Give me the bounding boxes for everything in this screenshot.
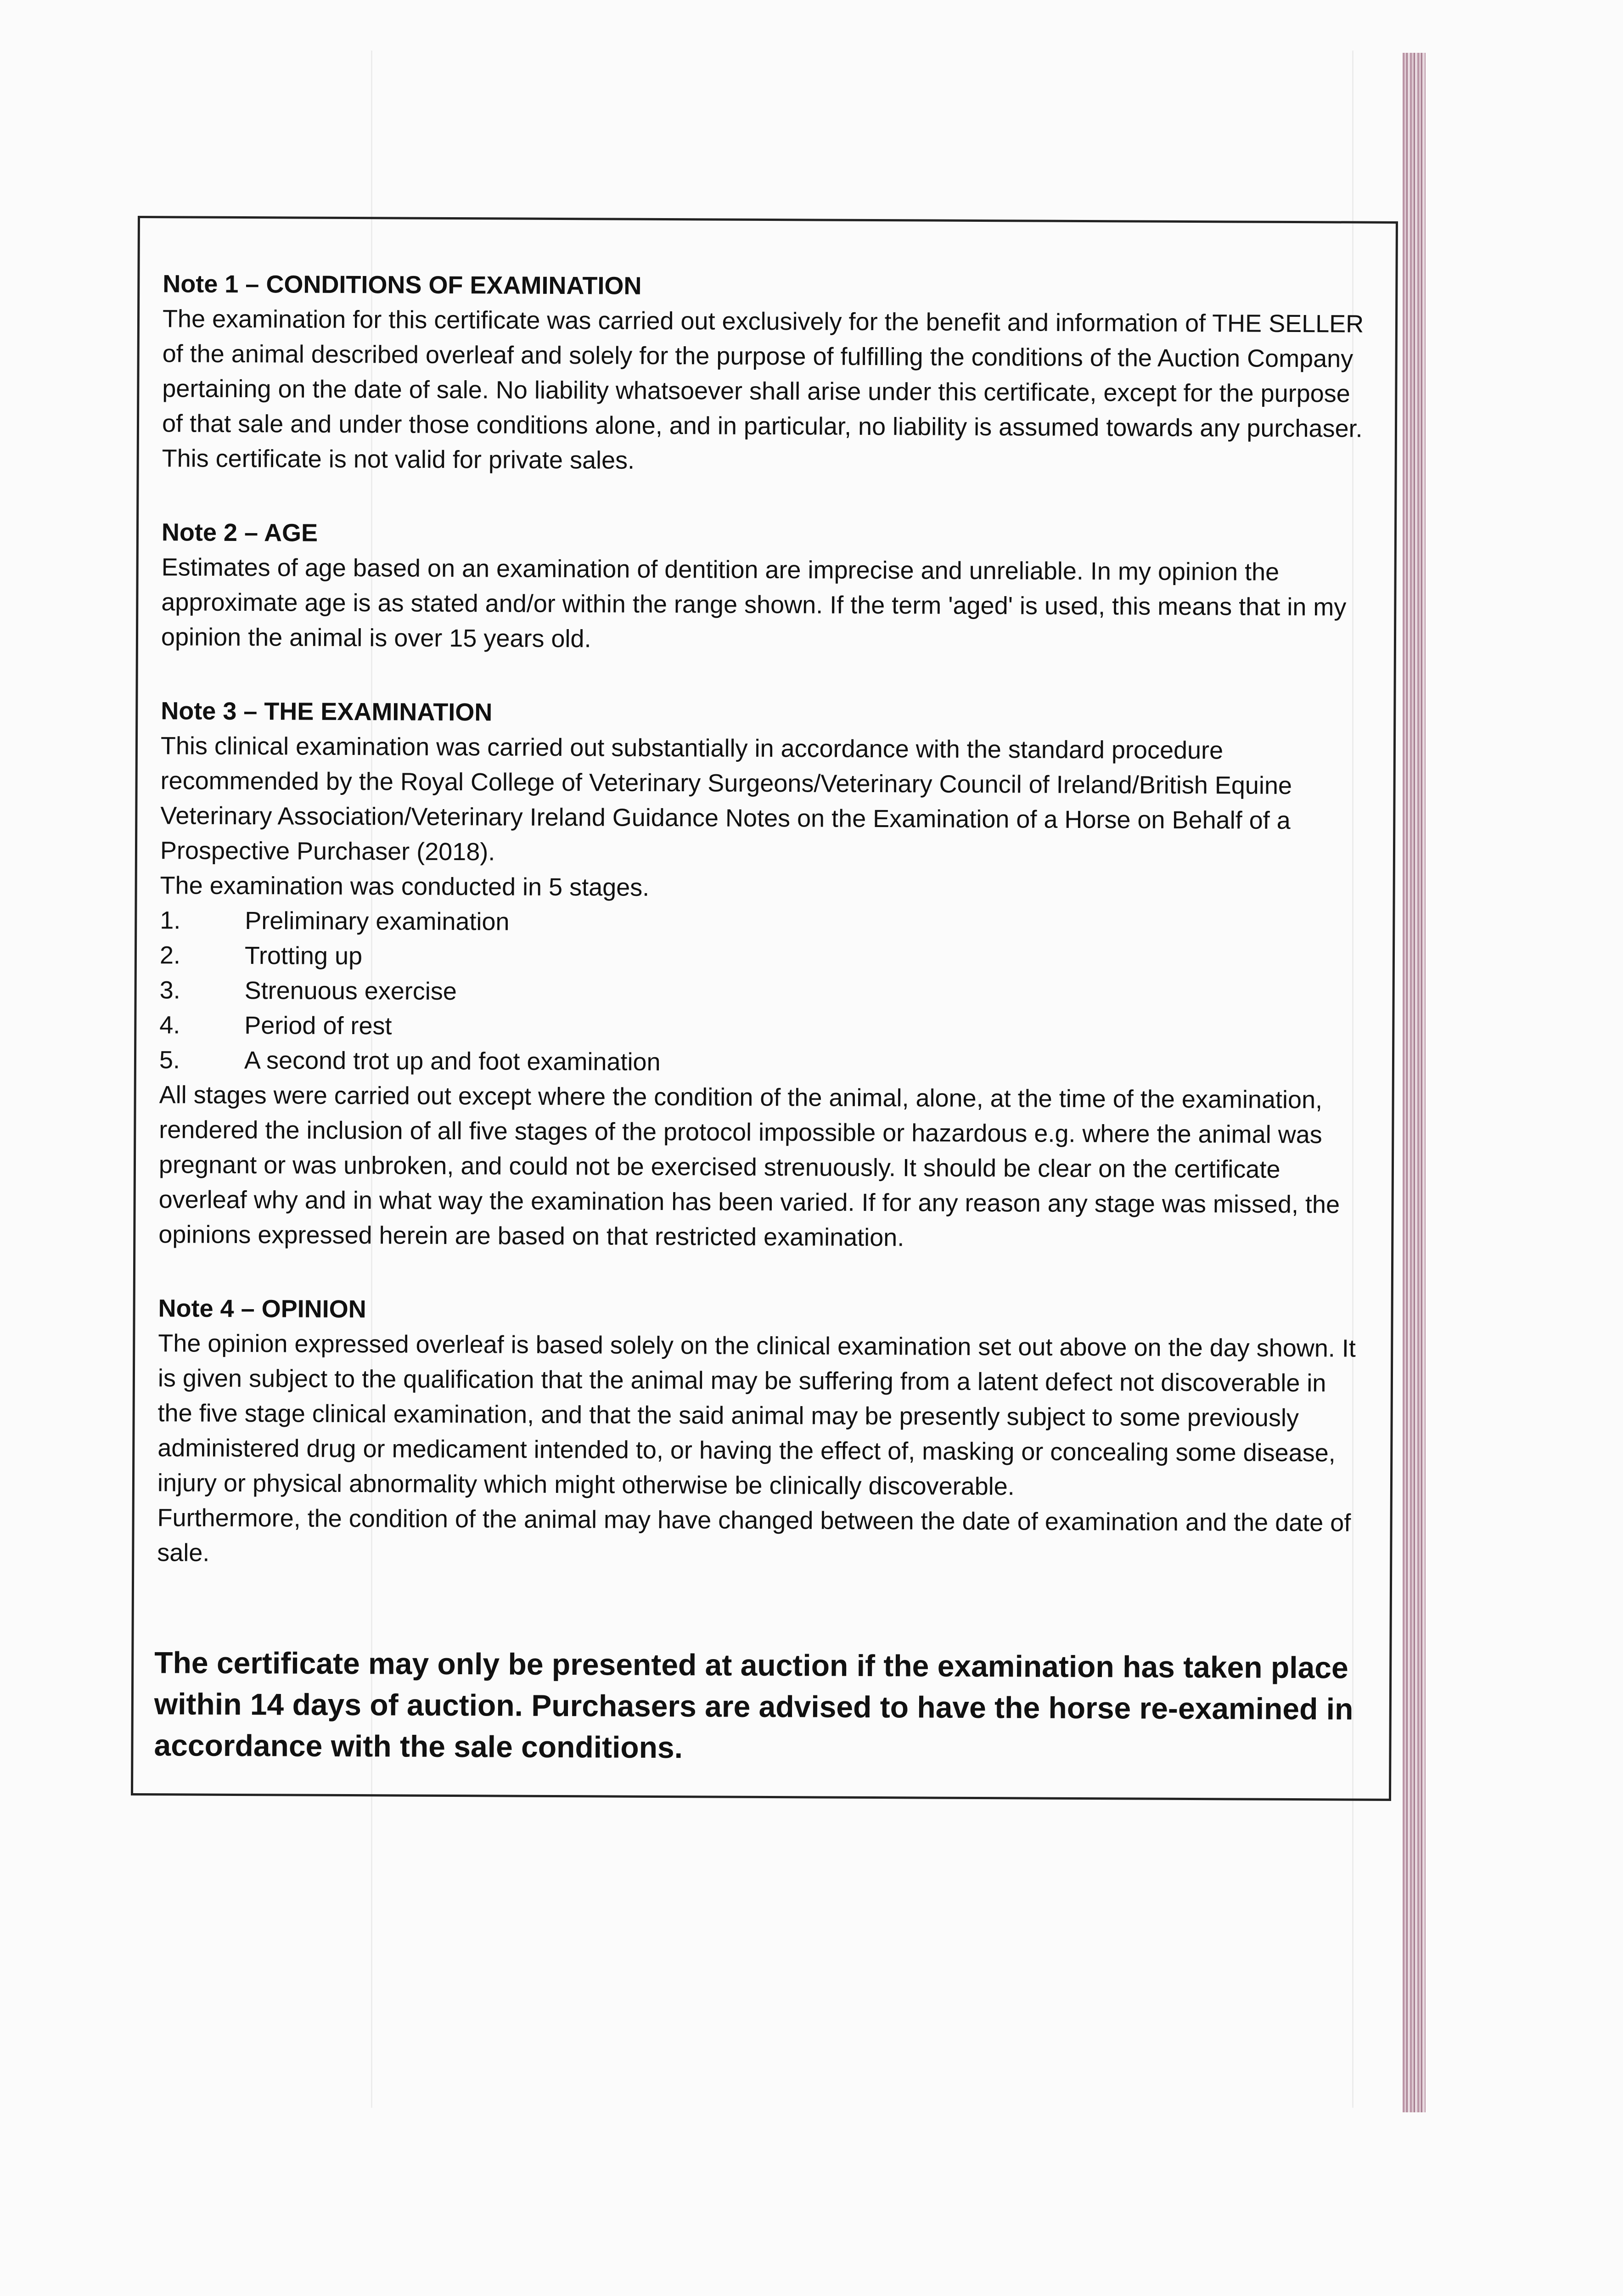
note-paragraph: The opinion expressed overleaf is based solely on the clinical examination set out above on the day shown. It is given subject to the qualification that the animal may be suffering from a latent defect not discoverable in the five stage clinical examination, and that the said animal may be presently subject to some previously administered drug or medicament intended to, or having the effect of, masking or concealing some disease, injury or physical abnormality which might otherwise be clinically discoverable. bbox=[157, 1329, 1356, 1501]
note-paragraph: Furthermore, the condition of the animal may have changed between the date of examination and the date of sale. bbox=[157, 1504, 1351, 1567]
final-statement: The certificate may only be presented at auction if the examination has taken place within 14 days of auction. Purchasers are advised to have the horse re-examined in accordance with the sale conditions. bbox=[154, 1645, 1353, 1765]
list-item bbox=[159, 973, 1365, 1013]
note-2-age bbox=[161, 515, 1367, 659]
note-heading: Note 4 – OPINION bbox=[158, 1294, 366, 1323]
list-item bbox=[160, 903, 1365, 943]
note-heading: Note 2 – AGE bbox=[161, 518, 318, 547]
list-item bbox=[159, 1042, 1365, 1082]
note-4-opinion bbox=[157, 1291, 1364, 1575]
stage-label: Period of rest bbox=[244, 1012, 392, 1040]
stage-number: 5. bbox=[159, 1046, 180, 1074]
examination-stages-list bbox=[159, 903, 1365, 1082]
list-item bbox=[159, 1007, 1365, 1047]
stage-number: 3. bbox=[159, 976, 180, 1004]
note-3-examination bbox=[158, 693, 1366, 1257]
note-paragraph: The examination for this certificate was carried out exclusively for the benefit and information of THE SELLER of the animal described overleaf and solely for the purpose of fulfilling the conditions of the Auction Company pertaining on the date of sale. No liability whatsoever shall arise under this certificate, except for the purpose of that sale and under those conditions alone, and in particular, no liability is assumed towards any purchaser. This certificate is not valid for private sales. bbox=[162, 305, 1364, 474]
stage-number: 2. bbox=[159, 941, 181, 969]
note-heading: Note 1 – CONDITIONS OF EXAMINATION bbox=[163, 270, 642, 300]
stage-label: Preliminary examination bbox=[245, 907, 510, 936]
note-heading: Note 3 – THE EXAMINATION bbox=[161, 697, 493, 726]
stage-label: Strenuous exercise bbox=[244, 977, 457, 1006]
note-paragraph: Estimates of age based on an examination of dentition are imprecise and unreliable. In my opinion the approximate age is as stated and/or within the range shown. If the term 'aged' is used, this means that in my opinion the animal is over 15 years old. bbox=[161, 553, 1347, 653]
note-1-conditions bbox=[162, 266, 1368, 481]
note-paragraph: The examination was conducted in 5 stages. bbox=[160, 872, 650, 901]
stage-number: 1. bbox=[160, 906, 181, 934]
note-paragraph: This clinical examination was carried out substantially in accordance with the standard procedure recommended by the Royal College of Veterinary Surgeons/Veterinary Council of Ireland/British Equine Veterinary Association/Veterinary Ireland Guidance Notes on the Examination of a Horse on Behalf of a Prospective Purchaser (2018). bbox=[160, 732, 1292, 866]
binding-strip bbox=[1403, 53, 1426, 2112]
stage-label: Trotting up bbox=[244, 942, 363, 970]
stage-label: A second trot up and foot examination bbox=[244, 1047, 661, 1076]
stage-number: 4. bbox=[159, 1011, 180, 1039]
notes-box bbox=[131, 216, 1398, 1801]
list-item bbox=[160, 938, 1365, 978]
note-paragraph: All stages were carried out except where the condition of the animal, alone, at the time of the examination, rendered the inclusion of all five stages of the protocol impossible or hazardous e.g. where the animal was pregnant or was unbroken, and could not be exercised strenuously. It should be clear on the certificate overleaf why and in what way the examination has been varied. If for any reason any stage was missed, the opinions expressed herein are based on that restricted examination. bbox=[158, 1081, 1340, 1252]
